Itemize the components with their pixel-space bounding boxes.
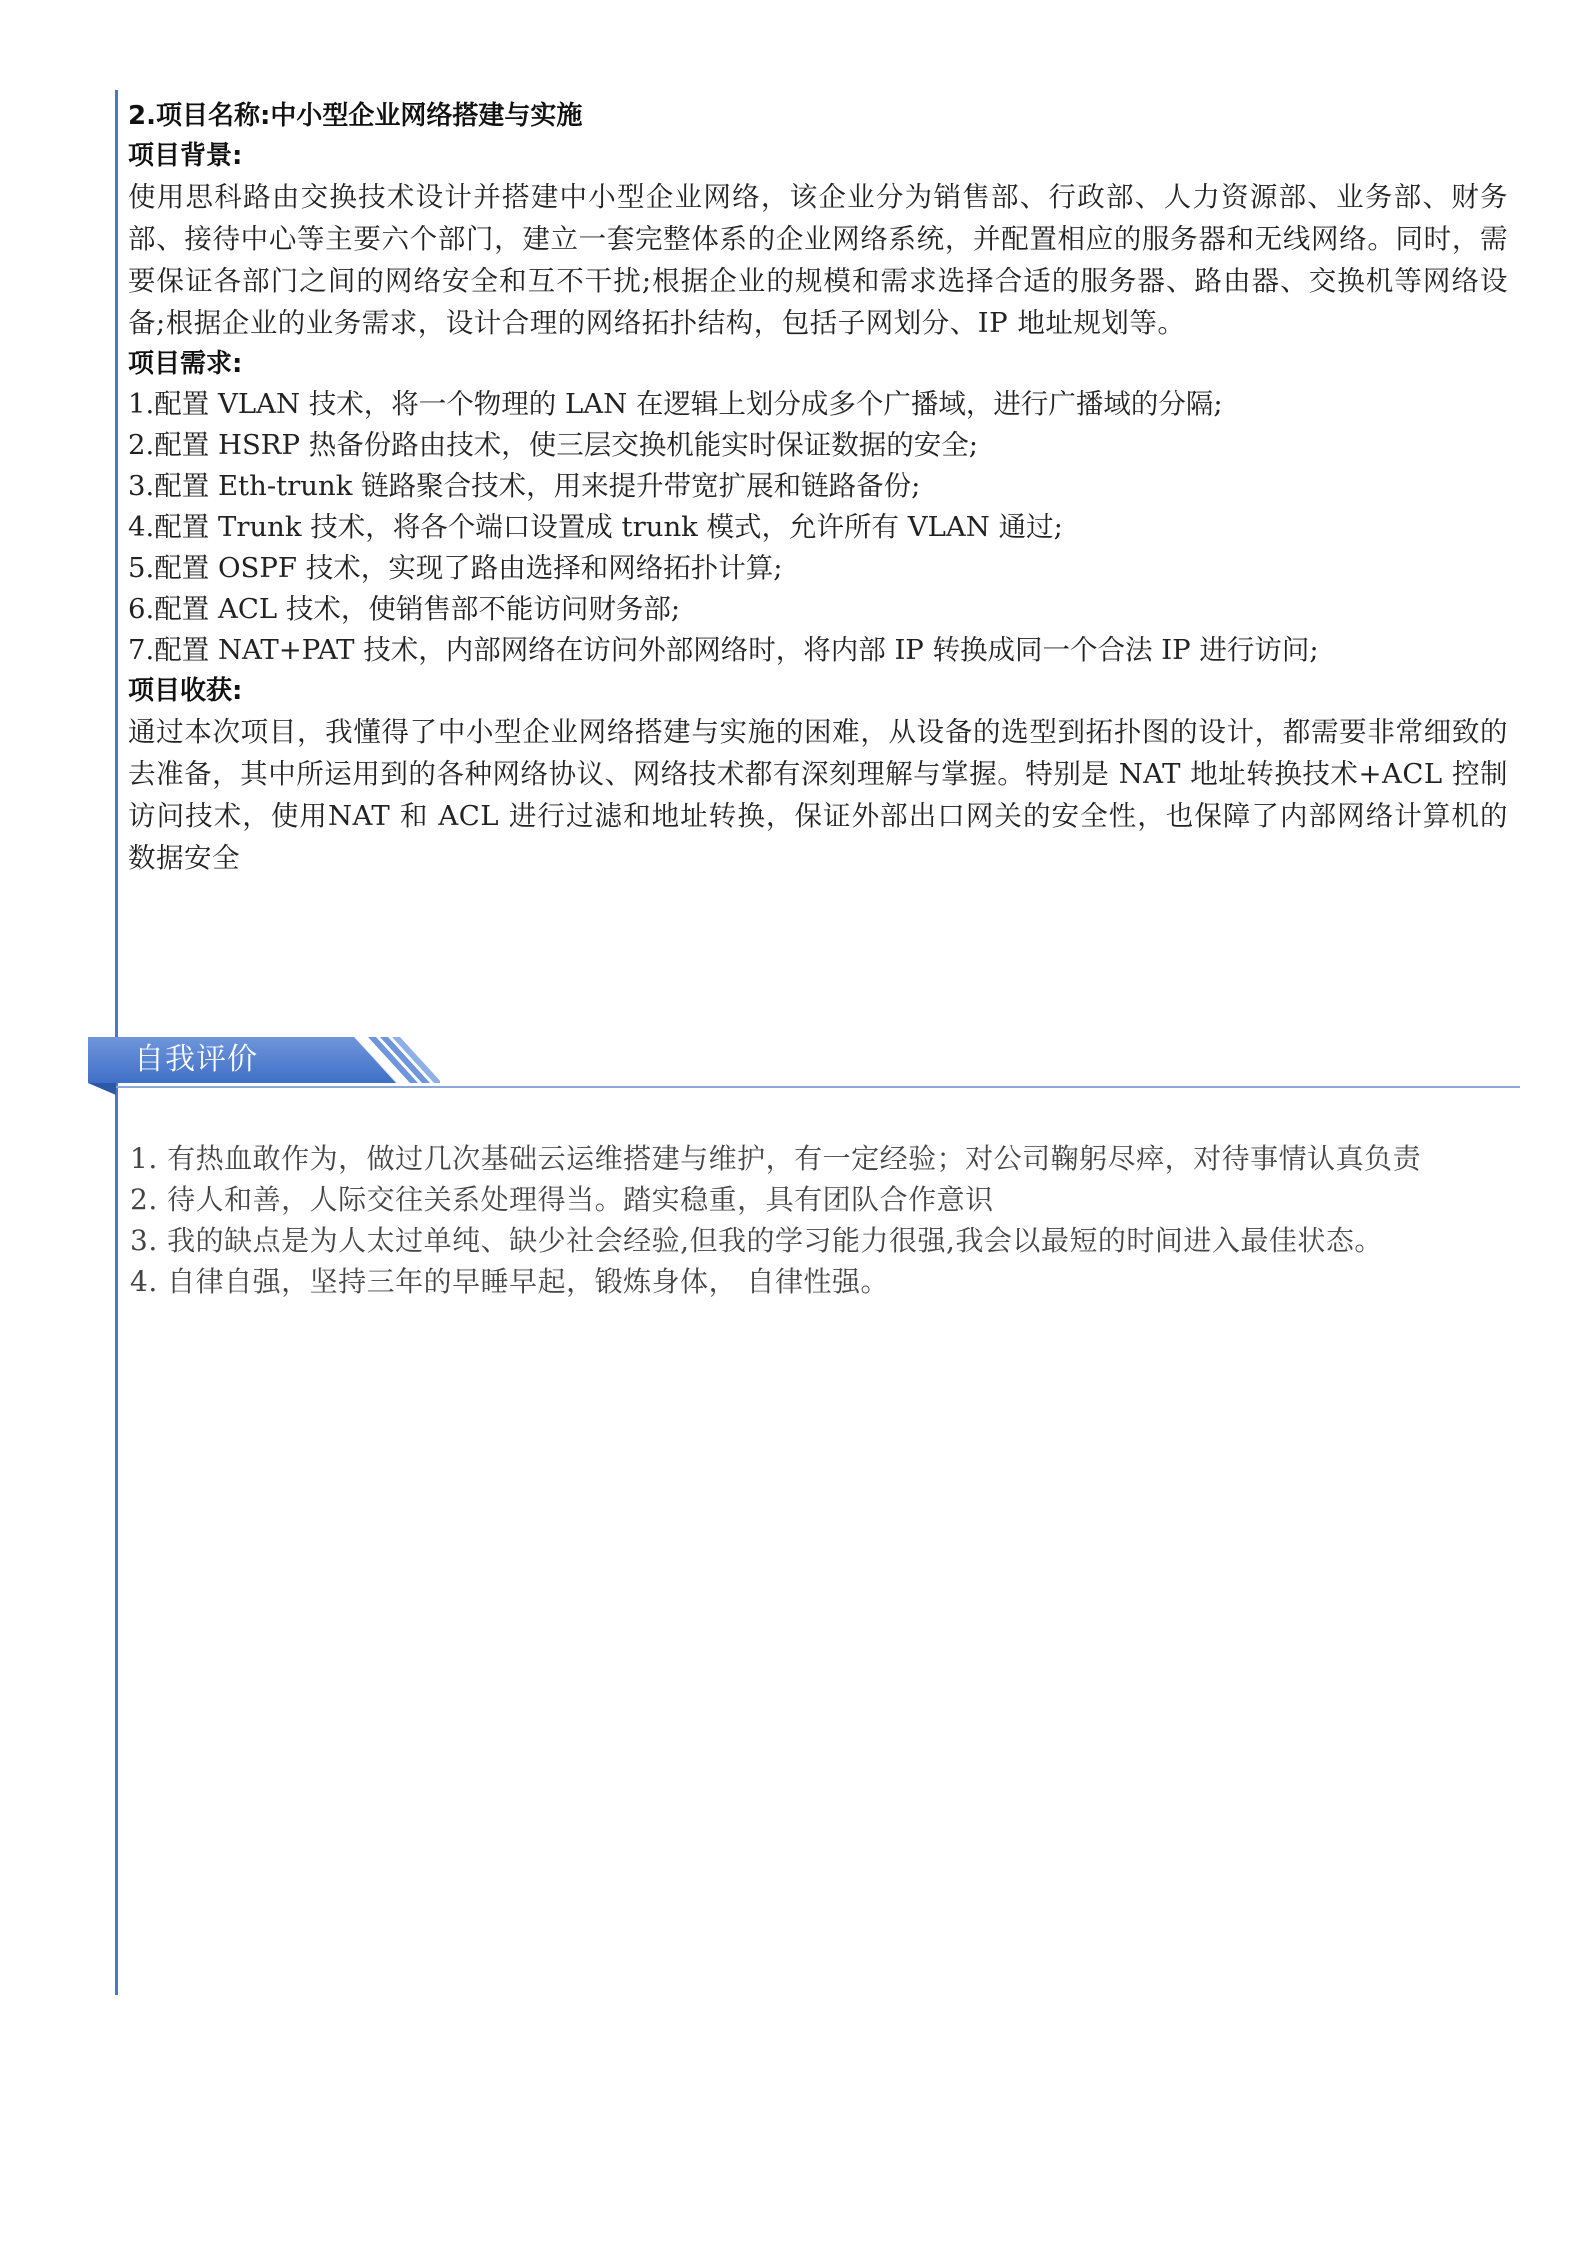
requirement-item: 2.配置 HSRP 热备份路由技术，使三层交换机能实时保证数据的安全; (128, 429, 979, 461)
evaluation-item: 3. 我的缺点是为人太过单纯、缺少社会经验,但我的学习能力很强,我会以最短的时间进入最佳状态。 (130, 1224, 1383, 1257)
project-title: 2.项目名称:中小型企业网络搭建与实施 (128, 101, 583, 131)
requirements-heading: 项目需求: (128, 349, 243, 379)
requirement-item: 6.配置 ACL 技术，使销售部不能访问财务部; (128, 593, 681, 625)
requirement-item: 7.配置 NAT+PAT 技术，内部网络在访问外部网络时，将内部 IP 转换成同一个合法 IP 进行访问; (128, 634, 1319, 666)
requirement-item: 3.配置 Eth-trunk 链路聚合技术，用来提升带宽扩展和链路备份; (128, 470, 921, 502)
requirement-item: 4.配置 Trunk 技术，将各个端口设置成 trunk 模式，允许所有 VLAN 通过; (128, 511, 1063, 543)
self-evaluation-heading: 自我评价 (134, 1042, 258, 1077)
background-heading: 项目背景: (128, 141, 243, 171)
evaluation-item: 1. 有热血敢作为，做过几次基础云运维搭建与维护，有一定经验；对公司鞠躬尽瘁，对待事情认真负责 (130, 1142, 1422, 1175)
gains-heading: 项目收获: (128, 676, 243, 706)
self-evaluation-list (130, 1138, 1495, 1302)
banner-fold (88, 1083, 116, 1095)
gains-text: 通过本次项目，我懂得了中小型企业网络搭建与实施的困难，从设备的选型到拓扑图的设计，都需要非常细致的去准备，其中所运用到的各种网络协议、网络技术都有深刻理解与掌握。特别是 NAT 地址转换技术+ACL 控制访问技术，使用NAT 和 ACL 进行过滤和地址转换，保证外部出口网关的安全性，也保障了内部网络计算机的数据安全 (128, 716, 1508, 874)
self-evaluation-banner (88, 1037, 1520, 1087)
requirements-list (128, 384, 1508, 671)
requirement-item: 5.配置 OSPF 技术，实现了路由选择和网络拓扑计算; (128, 552, 783, 584)
evaluation-item: 4. 自律自强，坚持三年的早睡早起，锻炼身体， 自律性强。 (130, 1265, 890, 1298)
requirement-item: 1.配置 VLAN 技术，将一个物理的 LAN 在逻辑上划分成多个广播域，进行广播域的分隔; (128, 388, 1223, 420)
banner-stripes-decoration (350, 1037, 440, 1083)
background-text: 使用思科路由交换技术设计并搭建中小型企业网络，该企业分为销售部、行政部、人力资源部、业务部、财务部、接待中心等主要六个部门，建立一套完整体系的企业网络系统，并配置相应的服务器和无线网络。同时，需要保证各部门之间的网络安全和互不干扰;根据企业的规模和需求选择合适的服务器、路由器、交换机等网络设备;根据企业的业务需求，设计合理的网络拓扑结构，包括子网划分、IP 地址规划等。 (128, 181, 1508, 339)
banner-underline (116, 1086, 1520, 1088)
evaluation-item: 2. 待人和善，人际交往关系处理得当。踏实稳重，具有团队合作意识 (130, 1183, 994, 1216)
project-section (128, 96, 1508, 879)
